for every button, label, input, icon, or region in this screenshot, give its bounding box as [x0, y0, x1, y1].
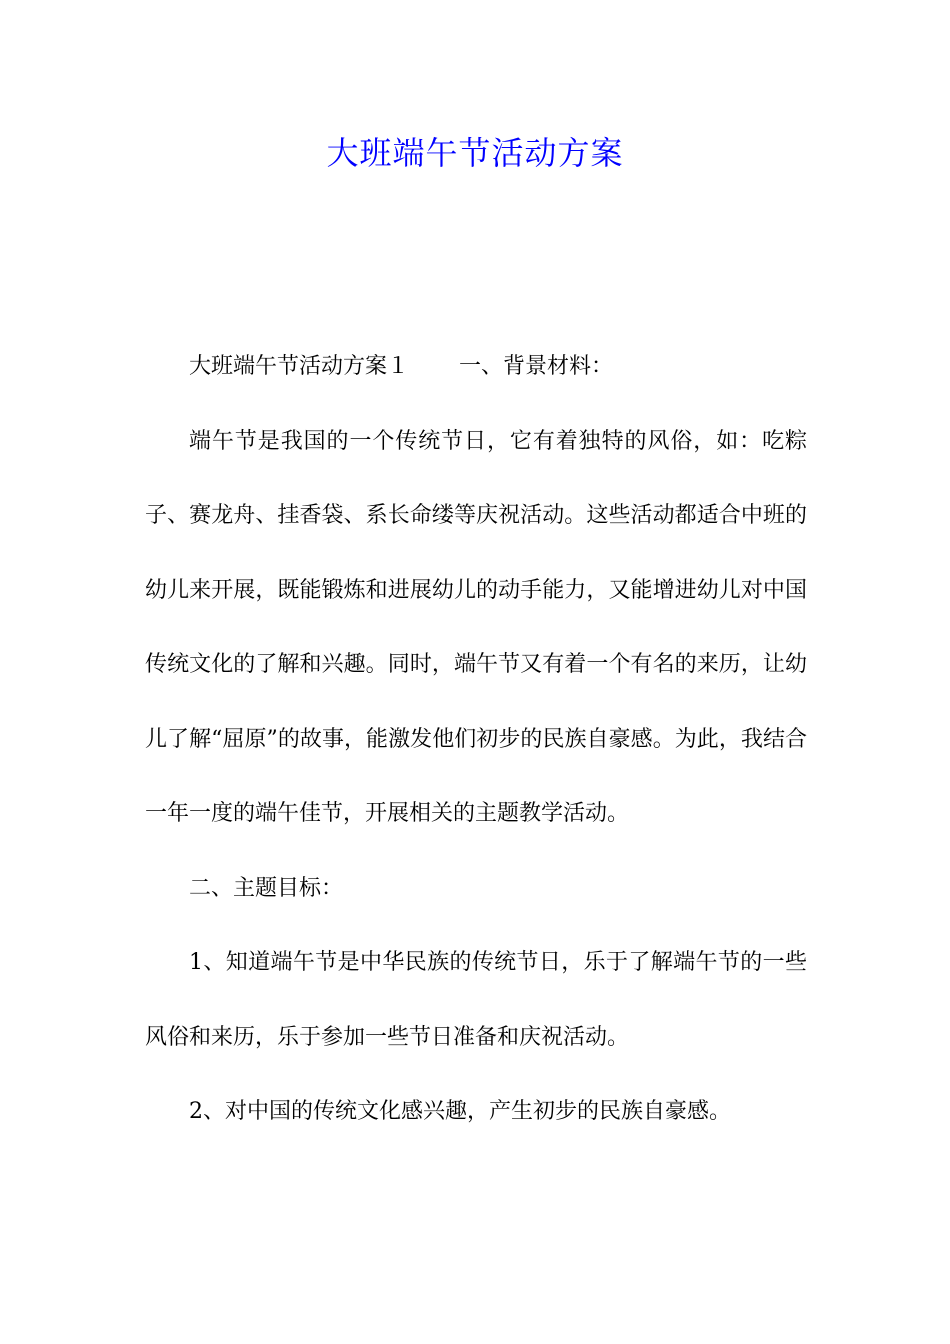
paragraph-background: 端午节是我国的一个传统节日，它有着独特的风俗，如：吃粽子、赛龙舟、挂香袋、系长命缕等庆祝活动。这些活动都适合中班的幼儿来开展，既能锻炼和进展幼儿的动手能力，又能增进幼儿对中国传统文化的了解和兴趣。同时，端午节又有着一个有名的来历，让幼儿了解“屈原”的故事，能激发他们初步的民族自豪感。为此，我结合一年一度的端午佳节，开展相关的主题教学活动。 [145, 428, 807, 826]
section-heading-background: 一、背景材料： [459, 354, 614, 379]
goal-item-2: 2、对中国的传统文化感兴趣，产生初步的民族自豪感。 [189, 1099, 731, 1124]
section-heading-goals: 二、主题目标： [189, 875, 344, 901]
goal-item-1: 1、知道端午节是中华民族的传统节日，乐于了解端午节的一些风俗和来历，乐于参加一些节日准备和庆祝活动。 [145, 950, 807, 1050]
section-title: 大班端午节活动方案１ [189, 354, 410, 379]
document-body [145, 330, 807, 1150]
document-title: 大班端午节活动方案 [326, 134, 624, 172]
heading-line [145, 330, 807, 405]
